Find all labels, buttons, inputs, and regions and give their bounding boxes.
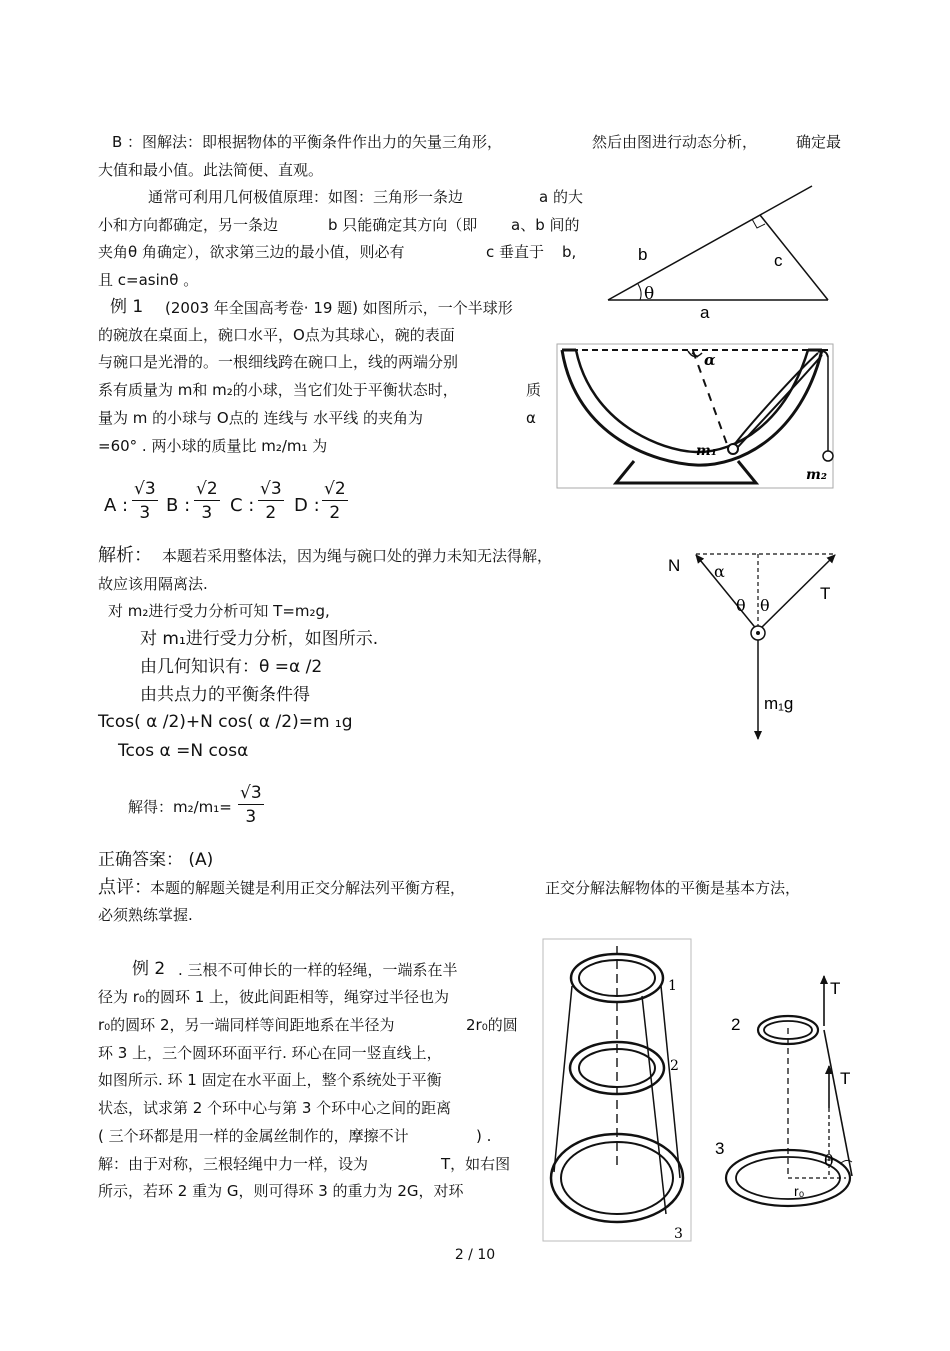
triangle-label-b: b [638,245,648,264]
triangle-side-c-line [760,215,828,300]
comment-head: 点评： [98,877,152,898]
force-label-theta-left: θ [736,596,746,615]
method-b-line1b: 然后由图进行动态分析， [592,133,758,151]
option-d-fraction: $\frac{√2}{2}$ [324,479,346,523]
option-a-label: A : [104,495,129,516]
method-b-line5: 夹角θ 角确定），欲求第三边的最小值，则必有 [98,243,405,261]
force-label-mg: m₁g [764,694,794,713]
method-b-line1a: B ：图解法：即根据物体的平衡条件作出力的矢量三角形， [112,133,503,151]
solve-numerator: 3 [250,783,262,803]
example1-line5b: α [526,409,536,427]
example2-line6: 状态，试求第 2 个环中心与第 3 个环中心之间的距离 [98,1099,452,1117]
example2-title: 例 2 [132,959,166,979]
bowl-label-alpha: α [704,351,716,369]
ball-m2 [823,451,833,461]
method-b-line5b: c 垂直于 [486,243,545,261]
ring-force-label-r0: r₀ [794,1183,805,1199]
ring-force-figure [712,968,872,1218]
comment-line1a: 本题的解题关键是利用正交分解法列平衡方程， [150,879,466,897]
example2-line8: 解：由于对称，三根轻绳中力一样，设为 [98,1155,369,1173]
analysis-line7: Tcos( α /2)+N cos( α /2)=m ₁g [98,712,353,732]
page-number: 2 / 10 [454,1247,496,1263]
force-label-alpha: α [714,562,725,581]
ball-m1 [728,444,738,454]
example2-line7: ( 三个环都是用一样的金属丝制作的，摩擦不计 [98,1127,409,1145]
option-c-denominator: 2 [265,503,277,523]
example1-line4: 系有质量为 m和 m₂的小球，当它们处于平衡状态时， [98,381,458,399]
option-a-numerator: 3 [144,479,156,499]
bowl-label-m1: m₁ [696,443,717,459]
example2-line3b: 2r₀的圆 [466,1016,518,1034]
ring-2-inner [579,1049,655,1087]
rope-right [661,986,680,1178]
option-b-fraction: $\frac{√2}{3}$ [196,479,218,523]
triangle-label-a: a [700,303,710,322]
right-angle-mark [752,219,765,228]
ring-force-label-t-mid: T [840,1069,851,1088]
example1-line2: 的碗放在桌面上，碗口水平，O点为其球心，碗的表面 [98,326,455,344]
method-b-line5c: b, [562,243,577,261]
force-diagram [660,545,850,745]
ring-label-1: 1 [668,978,677,994]
method-b-line4: 小和方向都确定，另一条边 [98,216,279,234]
analysis-line1: 本题若采用整体法，因为绳与碗口处的弹力未知无法得解， [162,547,553,565]
rope-middle [642,996,666,1214]
force-n-arrow [696,555,758,631]
theta-arc [638,284,641,300]
example1-source: (2003 年全国高考卷· 19 题) 如图所示，一个半球形 [165,299,513,317]
option-d-denominator: 2 [329,503,341,523]
analysis-line8: Tcos α =N cosα [118,741,249,761]
example1-line5: 量为 m 的小球与 O点的 连线与 水平线 的夹角为 [98,409,424,427]
method-b-line3b: a 的大 [539,188,583,206]
ring-force-label-2: 2 [731,1015,741,1034]
option-b-denominator: 3 [201,503,213,523]
option-b-numerator: 2 [206,479,218,499]
force-label-theta-right: θ [760,596,770,615]
option-d-numerator: 2 [334,479,346,499]
analysis-line4: 对 m₁进行受力分析，如图所示. [140,629,379,649]
example2-line2: 径为 r₀的圆环 1 上，彼此间距相等，绳穿过半径也为 [98,988,450,1006]
ring-label-2: 2 [670,1058,679,1074]
analysis-line3: 对 m₂进行受力分析可知 T=m₂g, [108,602,330,620]
option-c-label: C : [230,495,255,516]
example1-line6: =60° . 两小球的质量比 m₂/m₁ 为 [98,437,328,455]
example2-line3: r₀的圆环 2，另一端同样等间距地系在半径为 [98,1016,395,1034]
solve-denominator: 3 [245,807,257,827]
example1-line4b: 质 [526,381,542,399]
comment-line2: 必须熟练掌握. [98,906,193,924]
rope-left [554,986,572,1172]
option-c-fraction: $\frac{√3}{2}$ [260,479,282,523]
bowl-outer-wall [562,350,822,465]
bowl-label-m2: m₂ [806,467,827,483]
option-c-numerator: 3 [270,479,282,499]
triangle-side-b-line [608,186,812,300]
comment-line1b: 正交分解法解物体的平衡是基本方法， [545,879,801,897]
ring-force-label-3: 3 [715,1139,725,1158]
analysis-solve: 解得：m₂/m₁= [128,798,232,816]
method-b-line6: 且 c=asinθ 。 [98,271,199,289]
rings-figure [542,938,692,1242]
method-b-line2: 大值和最小值。此法简便、直观。 [98,161,324,179]
analysis-line2: 故应该用隔离法. [98,575,208,593]
method-b-line4b: b 只能确定其方向（即 [328,216,478,234]
analysis-head: 解析： [98,545,152,566]
option-b-label: B : [166,495,191,516]
option-a-denominator: 3 [139,503,151,523]
method-b-line4c: a、b 间的 [511,216,580,234]
analysis-line6: 由共点力的平衡条件得 [140,685,310,705]
example1-line3: 与碗口是光滑的。一根细线跨在碗口上，线的两端分别 [98,353,459,371]
force-label-t: T [820,584,831,603]
ball-center-dot [756,631,760,635]
example2-line4: 环 3 上，三个圆环环面平行. 环心在同一竖直线上， [98,1044,442,1062]
solve-fraction: $\frac{√3}{3}$ [240,783,262,827]
triangle-label-theta: θ [644,284,655,304]
triangle-label-c: c [774,251,783,270]
example2-line8b: T，如右图 [441,1155,511,1173]
option-a-fraction: $\frac{√3}{3}$ [134,479,156,523]
force-label-n: N [668,556,681,575]
answer-line: 正确答案： (A) [98,850,214,870]
ring-force-label-t-top: T [830,979,841,998]
example2-line5: 如图所示. 环 1 固定在水平面上，整个系统处于平衡 [98,1071,442,1089]
bowl-figure [556,343,834,489]
analysis-line5: 由几何知识有：θ =α /2 [140,657,323,677]
method-b-line3: 通常可利用几何极值原理：如图：三角形一条边 [148,188,464,206]
string-inside-bowl [734,353,818,445]
string-inside-bowl-2 [738,355,822,447]
triangle-figure [600,178,840,326]
option-d-label: D : [294,495,320,516]
ring-label-3: 3 [674,1226,683,1242]
example2-line1: . 三根不可伸长的一样的轻绳，一端系在半 [178,961,458,979]
example2-line7b: ) . [476,1127,492,1145]
method-b-line1c: 确定最 [796,133,842,151]
example1-title: 例 1 [110,297,144,317]
example2-line9: 所示，若环 2 重为 G，则可得环 3 的重力为 2G，对环 [98,1182,464,1200]
ring-3-inner [561,1142,673,1214]
ring-force-label-theta: θ [824,1151,834,1170]
